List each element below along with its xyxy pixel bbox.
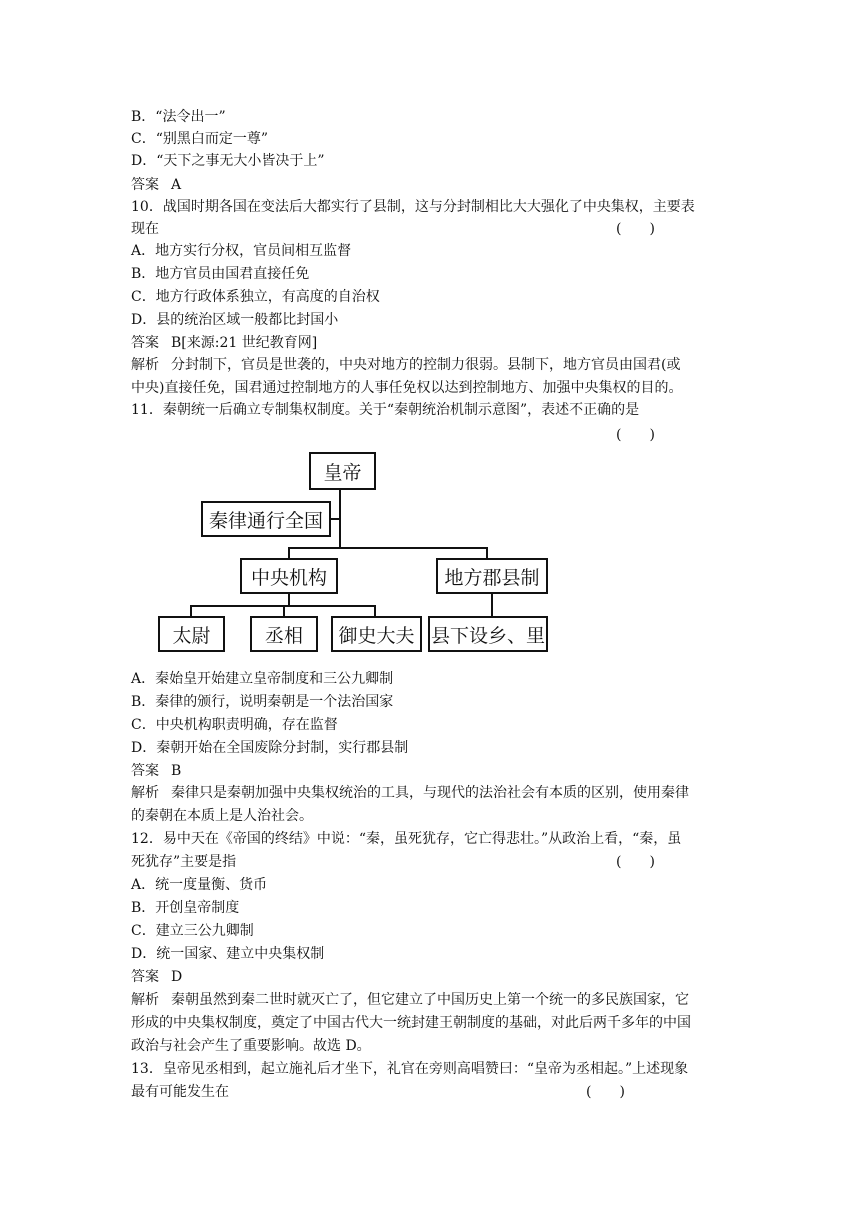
option-b-q10: B．地方官员由国君直接任免: [131, 266, 310, 282]
answer-label: 答案: [131, 763, 159, 779]
answer-q12: [131, 966, 731, 988]
question-12-line1: 12．易中天在《帝国的终结》中说：“秦，虽死犹存，它亡得悲壮。”从政治上看，“秦，虽: [131, 831, 682, 847]
qin-governance-diagram: [150, 446, 560, 656]
analysis-q12-line2: 形成的中央集权制度，奠定了中国古代大一统封建王朝制度的基础，对此后两千多年的中国: [131, 1015, 691, 1031]
option-a-q10: A．地方实行分权，官员间相互监督: [131, 243, 352, 259]
analysis-q10-line2: 中央)直接任免，国君通过控制地方的人事任免权以达到控制地方、加强中央集权的目的。: [131, 380, 683, 396]
option-b-q12: B．开创皇帝制度: [131, 900, 240, 916]
question-12-line2: 死犹存”主要是指: [131, 854, 237, 870]
connector-central-down: [288, 592, 290, 606]
answer-label: 答案: [131, 335, 159, 351]
answer-q9: [131, 174, 731, 196]
answer-value: B[来源:21 世纪教育网]: [171, 335, 318, 351]
answer-blank-q11: ( ): [616, 427, 655, 443]
option-a-q12: A．统一度量衡、货币: [131, 877, 268, 893]
answer-label: 答案: [131, 969, 159, 985]
local-system-box: 地方郡县制: [436, 558, 548, 594]
answer-value: A: [171, 177, 182, 193]
question-13-line1: 13．皇帝见丞相到，起立施礼后才坐下，礼官在旁则高唱赞曰：“皇帝为丞相起。”上述现象: [131, 1061, 689, 1077]
analysis-q11-line1: [131, 782, 731, 804]
emperor-box: 皇帝: [309, 452, 376, 490]
answer-value: D: [171, 969, 183, 985]
chengxiang-box: 丞相: [250, 616, 318, 652]
qin-law-box: 秦律通行全国: [201, 501, 331, 537]
option-b-q11: B．秦律的颁行，说明秦朝是一个法治国家: [131, 694, 394, 710]
taiwei-box: 太尉: [158, 616, 225, 652]
answer-label: 答案: [131, 177, 159, 193]
analysis-q12-line3: 政治与社会产生了重要影响。故选 D。: [131, 1038, 371, 1054]
option-d-q10: D．县的统治区域一般都比封国小: [131, 312, 339, 328]
analysis-q12-line1: [131, 989, 731, 1011]
analysis-text: 分封制下，官员是世袭的，中央对地方的控制力很弱。县制下，地方官员由国君(或: [171, 357, 681, 373]
answer-value: B: [171, 763, 182, 779]
central-agencies-box: 中央机构: [240, 558, 338, 594]
option-d-q12: D．统一国家、建立中央集权制: [131, 946, 325, 962]
analysis-q10-line1: [131, 354, 731, 376]
connector-law: [330, 518, 340, 520]
option-a-q11: A．秦始皇开始建立皇帝制度和三公九卿制: [131, 671, 394, 687]
question-13-line2: 最有可能发生在: [131, 1084, 229, 1100]
option-c-q11: C．中央机构职责明确，存在监督: [131, 717, 338, 733]
option-c-q9: C．“别黑白而定一尊”: [131, 131, 269, 147]
option-b-q9: B．“法令出一”: [131, 109, 226, 125]
answer-blank-q10: ( ): [616, 221, 655, 237]
yushi-box: 御史大夫: [331, 616, 422, 652]
option-d-q11: D．秦朝开始在全国废除分封制，实行郡县制: [131, 740, 409, 756]
analysis-text: 秦律只是秦朝加强中央集权统治的工具，与现代的法治社会有本质的区别，使用秦律: [171, 785, 689, 801]
analysis-text: 秦朝虽然到秦二世时就灭亡了，但它建立了中国历史上第一个统一的多民族国家，它: [171, 992, 689, 1008]
question-10-line2: 现在: [131, 221, 159, 237]
analysis-label: 解析: [131, 785, 159, 801]
answer-blank-q13: ( ): [586, 1084, 625, 1100]
option-d-q9: D．“天下之事无大小皆决于上”: [131, 153, 325, 169]
analysis-q11-line2: 的秦朝在本质上是人治社会。: [131, 808, 313, 824]
answer-q11: [131, 760, 731, 782]
question-11-line1: 11．秦朝统一后确立专制集权制度。关于“秦朝统治机制示意图”，表述不正确的是: [131, 402, 640, 418]
question-10-line1: 10．战国时期各国在变法后大都实行了县制，这与分封制相比大大强化了中央集权，主要表: [131, 199, 695, 215]
connector-xiang-li: [491, 592, 493, 618]
option-c-q12: C．建立三公九卿制: [131, 923, 254, 939]
xiang-li-box: 县下设乡、里: [428, 616, 548, 652]
analysis-label: 解析: [131, 992, 159, 1008]
answer-q10: [131, 332, 731, 354]
analysis-label: 解析: [131, 357, 159, 373]
option-c-q10: C．地方行政体系独立，有高度的自治权: [131, 289, 380, 305]
connector-central-local-bar: [288, 547, 487, 549]
answer-blank-q12: ( ): [616, 854, 655, 870]
